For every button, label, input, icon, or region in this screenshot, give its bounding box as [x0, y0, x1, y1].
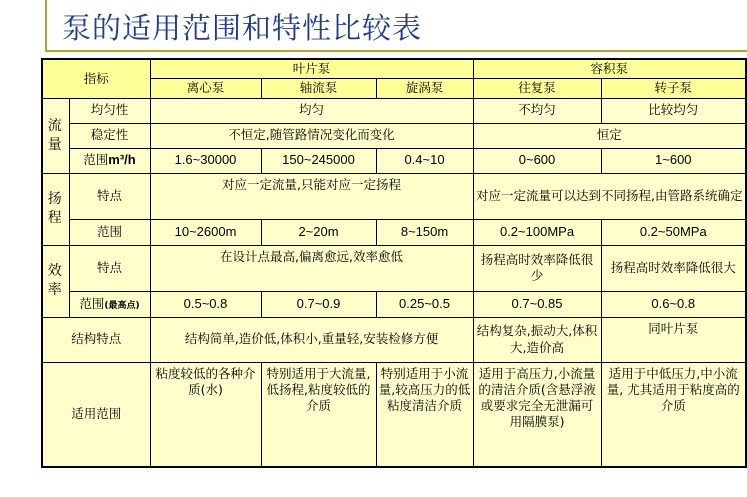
- head-range-recip: 0.2~100MPa: [473, 219, 601, 245]
- header-indicator: 指标: [42, 59, 150, 98]
- head-range-rotor: 0.2~50MPa: [601, 219, 746, 245]
- header-vortex: 旋涡泵: [376, 79, 473, 98]
- flow-stability-label: 稳定性: [69, 123, 150, 148]
- header-positive-pump: 容积泵: [473, 59, 746, 79]
- head-range-label: 范围: [69, 219, 150, 245]
- efficiency-range-recip: 0.7~0.85: [473, 291, 601, 317]
- title-decoration-vertical: [45, 0, 47, 50]
- flow-range-axial: 150~245000: [261, 148, 376, 173]
- application-axial: 特别适用于大流量,低扬程,粘度较低的介质: [261, 362, 376, 467]
- efficiency-range-vortex: 0.25~0.5: [376, 291, 473, 317]
- efficiency-feature-label: 特点: [69, 245, 150, 291]
- application-centrifugal: 粘度较低的各种介质(水): [150, 362, 261, 467]
- flow-uniformity-recip: 不均匀: [473, 98, 601, 123]
- flow-stability-vane: 不恒定,随管路情况变化而变化: [150, 123, 473, 148]
- head-feature-label: 特点: [69, 173, 150, 219]
- efficiency-feature-vane: 在设计点最高,偏离愈远,效率愈低: [150, 245, 473, 291]
- flow-range-label: [69, 148, 150, 173]
- flow-range-text: 范围: [83, 152, 109, 168]
- efficiency-range-label: [69, 291, 150, 317]
- head-range-centrifugal: 10~2600m: [150, 219, 261, 245]
- efficiency-feature-recip: 扬程高时效率降低很少: [473, 245, 601, 291]
- flow-range-recip: 0~600: [473, 148, 601, 173]
- page-title: 泵的适用范围和特性比较表: [62, 11, 423, 45]
- head-range-vortex: 8~150m: [376, 219, 473, 245]
- title-decoration-horizontal: [45, 50, 747, 52]
- header-vane-pump: 叶片泵: [150, 59, 473, 79]
- structure-recip: 结构复杂,振动大,体积大,造价高: [473, 317, 601, 362]
- structure-label: 结构特点: [42, 317, 150, 362]
- flow-range-unit: m³/h: [108, 152, 136, 168]
- group-efficiency: 效率: [42, 245, 69, 317]
- flow-range-rotor: 1~600: [601, 148, 746, 173]
- head-range-axial: 2~20m: [261, 219, 376, 245]
- group-head: 扬程: [42, 173, 69, 245]
- flow-uniformity-vane: 均匀: [150, 98, 473, 123]
- efficiency-range-text: 范围: [79, 295, 105, 311]
- group-flow: 流量: [42, 98, 69, 173]
- efficiency-range-suffix: (最高点): [104, 300, 140, 311]
- flow-range-vortex: 0.4~10: [376, 148, 473, 173]
- pump-comparison-table: [41, 58, 747, 468]
- structure-rotor: 同叶片泵: [601, 317, 746, 362]
- application-rotor: 适用于中低压力,中小流量, 尤其适用于粘度高的介质: [601, 362, 746, 467]
- flow-stability-positive: 恒定: [473, 123, 746, 148]
- flow-uniformity-rotor: 比较均匀: [601, 98, 746, 123]
- header-rotor: 转子泵: [601, 79, 746, 98]
- application-label: 适用范围: [42, 362, 150, 467]
- efficiency-range-rotor: 0.6~0.8: [601, 291, 746, 317]
- head-feature-vane: 对应一定流量,只能对应一定扬程: [150, 173, 473, 219]
- header-axial: 轴流泵: [261, 79, 376, 98]
- flow-range-centrifugal: 1.6~30000: [150, 148, 261, 173]
- header-centrifugal: 离心泵: [150, 79, 261, 98]
- head-feature-positive: 对应一定流量可以达到不同扬程,由管路系统确定: [473, 173, 746, 219]
- application-vortex: 特别适用于小流量,较高压力的低粘度清洁介质: [376, 362, 473, 467]
- efficiency-range-axial: 0.7~0.9: [261, 291, 376, 317]
- efficiency-feature-rotor: 扬程高时效率降低很大: [601, 245, 746, 291]
- structure-vane: 结构简单,造价低,体积小,重量轻,安装检修方便: [150, 317, 473, 362]
- application-recip: 适用于高压力,小流量的清洁介质(含悬浮液或要求完全无泄漏可用隔膜泵): [473, 362, 601, 467]
- flow-uniformity-label: 均匀性: [69, 98, 150, 123]
- efficiency-range-centrifugal: 0.5~0.8: [150, 291, 261, 317]
- header-reciprocating: 往复泵: [473, 79, 601, 98]
